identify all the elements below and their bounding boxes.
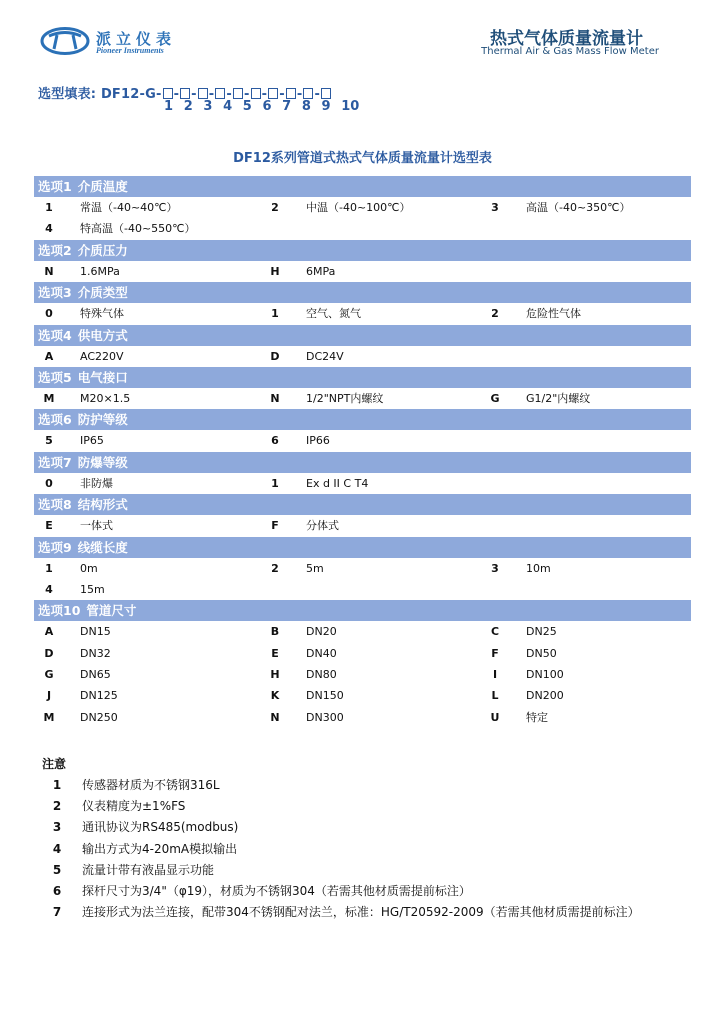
formula-box — [215, 88, 225, 99]
option-description: DC24V — [306, 349, 344, 363]
formula-position-number: 8 — [301, 99, 311, 114]
note-item — [42, 839, 692, 860]
option-description: 0m — [80, 561, 98, 575]
option-code: F — [491, 646, 499, 660]
option-code: M — [43, 710, 55, 724]
option-code: 1 — [271, 307, 279, 321]
note-text: 仪表精度为±1%FS — [82, 799, 186, 814]
formula-box — [321, 88, 331, 99]
note-text: 探杆尺寸为3/4"（φ19），材质为不锈钢304（若需其他材质需提前标注） — [82, 883, 471, 898]
option-description: 分体式 — [306, 519, 339, 533]
formula-position-number: 3 — [203, 99, 213, 114]
option-description: DN80 — [306, 668, 337, 682]
option-code: N — [270, 710, 280, 724]
option-description: 高温（-40~350℃） — [526, 201, 631, 214]
formula-label: 选型填表: — [38, 87, 97, 102]
note-text: 流量计带有液晶显示功能 — [82, 862, 215, 877]
selection-table — [34, 176, 691, 728]
option-code: G — [490, 391, 500, 405]
section-name: 线缆长度 — [77, 539, 128, 555]
note-item — [42, 860, 692, 881]
formula-position-number: 1 — [164, 99, 174, 114]
option-row — [34, 473, 691, 494]
option-code: 4 — [45, 582, 53, 596]
option-row — [34, 430, 691, 451]
option-description: DN50 — [526, 646, 557, 660]
section-id: 选项3 — [38, 285, 72, 301]
option-row — [34, 664, 691, 685]
option-row — [34, 197, 691, 218]
option-description: 中温（-40~100℃） — [306, 201, 411, 214]
option-code: I — [492, 668, 498, 682]
option-description: DN20 — [306, 625, 337, 639]
option-description: IP65 — [80, 434, 104, 448]
note-text: 传感器材质为不锈钢316L — [82, 778, 220, 792]
option-description: G1/2"内螺纹 — [526, 391, 591, 405]
option-description: 6MPa — [306, 264, 336, 278]
section-id: 选项6 — [38, 412, 72, 428]
formula-position-numbers — [164, 99, 361, 114]
note-number: 4 — [52, 841, 62, 856]
section-name: 介质压力 — [77, 242, 128, 258]
formula-dash: - — [296, 87, 303, 102]
note-text: 通讯协议为RS485(modbus) — [82, 820, 239, 835]
logo-name-cn: 派立仪表 — [96, 30, 177, 48]
option-description: 常温（-40~40℃） — [80, 201, 178, 214]
option-row — [34, 388, 691, 409]
option-description: IP66 — [306, 434, 330, 448]
option-description: DN125 — [80, 689, 118, 703]
formula-dash: - — [279, 87, 285, 102]
option-code: 2 — [271, 201, 279, 214]
option-row — [34, 218, 691, 239]
option-row — [34, 346, 691, 367]
formula-dash: - — [244, 87, 250, 102]
section-header — [34, 325, 691, 346]
section-header — [34, 176, 691, 197]
section-id: 选项2 — [38, 242, 72, 258]
option-description: DN25 — [526, 625, 557, 639]
formula-dash: - — [261, 87, 268, 102]
section-name: 结构形式 — [77, 497, 128, 513]
section-id: 选项9 — [38, 539, 72, 555]
option-description: 15m — [80, 582, 105, 596]
option-code: 0 — [45, 307, 53, 321]
option-code: 0 — [45, 476, 53, 490]
section-name: 防护等级 — [77, 412, 128, 428]
note-number: 6 — [52, 883, 62, 898]
option-description: 一体式 — [80, 519, 113, 533]
option-description: 10m — [526, 561, 551, 575]
option-code: E — [45, 519, 53, 533]
note-text: 连接形式为法兰连接，配带304不锈钢配对法兰，标准：HG/T20592-2009（若需其他材质需提前标注） — [82, 905, 640, 920]
note-number: 3 — [52, 820, 62, 835]
note-number: 2 — [52, 799, 62, 814]
option-description: DN300 — [306, 710, 344, 724]
option-description: DN32 — [80, 646, 111, 660]
formula-dash: - — [191, 87, 197, 102]
option-code: D — [270, 349, 280, 363]
formula-position-number: 7 — [282, 99, 292, 114]
option-description: M20×1.5 — [80, 391, 131, 405]
option-description: DN200 — [526, 689, 564, 703]
option-description: 特高温（-40~550℃） — [80, 222, 196, 236]
section-id: 选项1 — [38, 179, 72, 194]
option-code: H — [270, 668, 280, 682]
formula-prefix: DF12-G- — [100, 87, 162, 102]
option-code: E — [271, 646, 279, 660]
option-code: 4 — [45, 222, 53, 236]
product-title-cn: 热式气体质量流量计 — [490, 29, 643, 49]
option-code: 2 — [491, 307, 499, 321]
formula-position-number: 9 — [321, 99, 331, 114]
note-item — [42, 775, 692, 796]
option-code: U — [490, 710, 500, 724]
section-name: 防爆等级 — [77, 454, 128, 470]
option-row — [34, 303, 691, 324]
option-description: 特殊气体 — [80, 307, 124, 321]
section-header — [34, 282, 691, 303]
option-code: K — [270, 689, 280, 703]
option-row — [34, 261, 691, 282]
section-header — [34, 494, 691, 515]
option-code: N — [44, 264, 54, 278]
option-description: 空气、氮气 — [306, 307, 361, 321]
option-description: DN15 — [80, 625, 111, 639]
formula-position-number: 2 — [183, 99, 193, 114]
table-title: DF12系列管道式热式气体质量流量计选型表 — [233, 151, 492, 166]
formula-box — [251, 88, 261, 99]
section-id: 选项8 — [38, 497, 72, 513]
option-code: F — [271, 519, 279, 533]
formula-box — [163, 88, 173, 99]
formula-dash: - — [173, 87, 180, 102]
option-description: DN250 — [80, 710, 118, 724]
product-title-en: Thermal Air & Gas Mass Flow Meter — [481, 46, 659, 57]
option-code: D — [44, 646, 54, 660]
option-code: G — [44, 668, 54, 682]
option-code: N — [270, 391, 280, 405]
section-header — [34, 537, 691, 558]
note-item — [42, 881, 692, 902]
note-item — [42, 796, 692, 817]
option-row — [34, 643, 691, 664]
section-id: 选项10 — [38, 603, 81, 619]
option-code: H — [270, 264, 280, 278]
option-description: DN150 — [306, 689, 344, 703]
option-description: DN40 — [306, 646, 337, 660]
formula-dash: - — [208, 87, 215, 102]
option-description: 1.6MPa — [80, 264, 120, 278]
pioneer-logo-icon — [40, 26, 90, 56]
option-code: 1 — [45, 561, 53, 575]
formula-box — [286, 88, 296, 99]
formula-box — [198, 88, 208, 99]
option-description: DN100 — [526, 668, 564, 682]
note-number: 7 — [52, 905, 62, 920]
note-number: 5 — [52, 862, 62, 877]
option-code: M — [43, 391, 55, 405]
note-item — [42, 902, 692, 923]
option-code: 3 — [491, 201, 499, 214]
option-description: 非防爆 — [80, 476, 113, 490]
section-name: 电气接口 — [77, 369, 128, 385]
option-code: B — [270, 625, 280, 639]
formula-position-number: 5 — [242, 99, 252, 114]
option-description: 1/2"NPT内螺纹 — [306, 391, 384, 405]
option-description: 特定 — [526, 710, 548, 724]
formula-box — [268, 88, 278, 99]
option-description: DN65 — [80, 668, 111, 682]
section-header — [34, 240, 691, 261]
option-row — [34, 707, 691, 728]
company-logo — [40, 24, 220, 64]
option-description: Ex d II C T4 — [306, 476, 369, 490]
notes-section — [42, 754, 692, 923]
section-name: 介质类型 — [77, 285, 128, 301]
option-code: A — [44, 349, 54, 363]
section-name: 供电方式 — [77, 327, 128, 343]
note-text: 输出方式为4-20mA模拟输出 — [82, 841, 238, 856]
option-code: 1 — [271, 476, 279, 490]
formula-box — [233, 88, 243, 99]
formula-dash: - — [314, 87, 321, 102]
formula-dash: - — [226, 87, 232, 102]
option-description: AC220V — [80, 349, 124, 363]
note-item — [42, 817, 692, 838]
option-code: C — [490, 625, 500, 639]
section-header — [34, 367, 691, 388]
notes-list — [42, 775, 692, 923]
formula-position-number: 4 — [223, 99, 233, 114]
section-header — [34, 452, 691, 473]
note-number: 1 — [52, 778, 62, 792]
section-name: 管道尺寸 — [86, 603, 137, 619]
option-row — [34, 558, 691, 579]
option-code: 2 — [271, 561, 279, 575]
option-code: 3 — [491, 561, 499, 575]
option-description: 危险性气体 — [526, 307, 581, 321]
option-code: 6 — [271, 434, 279, 448]
option-code: A — [44, 625, 54, 639]
section-name: 介质温度 — [77, 179, 128, 194]
formula-position-number: 6 — [262, 99, 272, 114]
section-header — [34, 600, 691, 621]
option-description: 5m — [306, 561, 324, 575]
section-header — [34, 409, 691, 430]
section-id: 选项5 — [38, 369, 72, 385]
formula-position-number: 10 — [341, 99, 360, 114]
option-code: 5 — [45, 434, 53, 448]
formula-box — [303, 88, 313, 99]
formula-box — [180, 88, 190, 99]
option-row — [34, 579, 691, 600]
logo-name-en: Pioneer Instruments — [96, 46, 164, 55]
notes-title: 注意 — [42, 757, 67, 771]
option-row — [34, 685, 691, 706]
option-row — [34, 621, 691, 642]
option-code: J — [46, 689, 52, 703]
option-row — [34, 515, 691, 536]
option-code: 1 — [45, 201, 53, 214]
option-code: L — [491, 689, 499, 703]
section-id: 选项7 — [38, 454, 72, 470]
section-id: 选项4 — [38, 327, 72, 343]
